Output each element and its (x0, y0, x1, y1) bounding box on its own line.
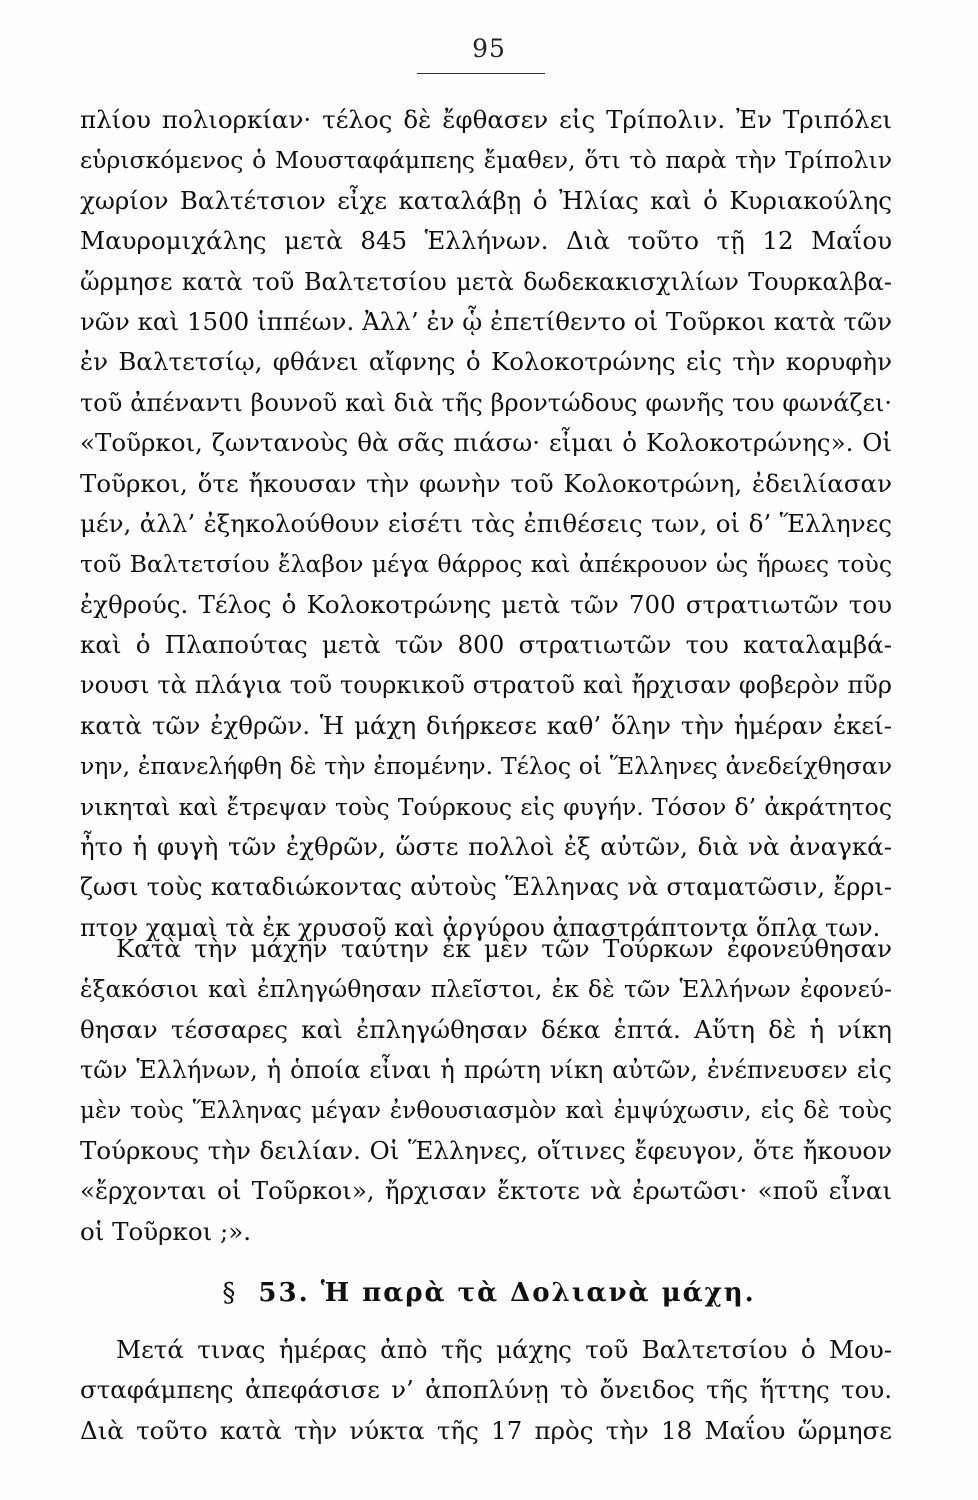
text-line: Τούρκους τὴν δειλίαν. Οἱ Ἕλληνες, οἵτινες ἔφευγον, ὅτε ἤκουον (80, 1135, 892, 1165)
text-line: πλίου πολιορκίαν· τέλος δὲ ἔφθασεν εἰς Τρίπολιν. Ἐν Τριπόλει (80, 105, 892, 134)
page-number: 95 (472, 34, 506, 63)
text-line: μέν, ἀλλ’ ἐξηκολούθουν εἰσέτι τὰς ἐπιθέσεις των, οἱ δ’ Ἕλληνες (80, 508, 892, 538)
section-heading (0, 1278, 978, 1308)
text-line: τοῦ ἀπέναντι βουνοῦ καὶ διὰ τῆς βροντώδους φωνῆς του φωνάζει· (80, 388, 892, 417)
text-line: Μαυρομιχάλης μετὰ 845 Ἑλλήνων. Διὰ τοῦτο τῇ 12 Μαΐου (80, 226, 892, 256)
text-line: Μετά τινας ἡμέρας ἀπὸ τῆς μάχης τοῦ Βαλτετσίου ὁ Μου- (116, 1335, 892, 1364)
paragraph-2 (80, 929, 892, 1252)
text-line: τῶν Ἑλλήνων, ἡ ὁποία εἶναι ἡ πρώτη νίκη αὐτῶν, ἐνέπνευσεν εἰς (80, 1056, 892, 1085)
section-mark: § (222, 1278, 238, 1308)
text-line: Κατὰ τὴν μάχην ταύτην ἐκ μὲν τῶν Τούρκων ἐφονεύθησαν (116, 934, 892, 963)
text-line: μὲν τοὺς Ἕλληνας μέγαν ἐνθουσιασμὸν καὶ ἐμψύχωσιν, εἰς δὲ τοὺς (80, 1097, 892, 1124)
text-line: ἦτο ἡ φυγὴ τῶν ἐχθρῶν, ὥστε πολλοὶ ἐξ αὐτῶν, διὰ νὰ ἀναγκά- (80, 832, 892, 862)
paragraph-1 (80, 100, 892, 948)
section-title: Ἡ παρὰ τὰ Δολιανὰ μάχη. (320, 1278, 756, 1308)
text-line: καὶ ὁ Πλαπούτας μετὰ τῶν 800 στρατιωτῶν του καταλαμβά- (80, 630, 892, 660)
text-line: ἑξακόσιοι καὶ ἐπληγώθησαν πλεῖστοι, ἐκ δὲ τῶν Ἑλλήνων ἐφονεύ- (80, 975, 892, 1004)
text-line: Τοῦρκοι, ὅτε ἤκουσαν τὴν φωνὴν τοῦ Κολοκοτρώνη, ἐδειλίασαν (80, 468, 892, 498)
text-line: νουσι τὰ πλάγια τοῦ τουρκικοῦ στρατοῦ καὶ ἤρχισαν φοβερὸν πῦρ (80, 671, 892, 700)
text-line: «ἔρχονται οἱ Τοῦρκοι», ἤρχισαν ἔκτοτε νὰ ἐρωτῶσι· «ποῦ εἶναι (80, 1176, 892, 1206)
text-line: θησαν τέσσαρες καὶ ἐπληγώθησαν δέκα ἑπτά. Αὕτη δὲ ἡ νίκη (80, 1014, 892, 1044)
text-line: τοῦ Βαλτετσίου ἔλαβον μέγα θάρρος καὶ ἀπέκρουον ὡς ἥρωες τοὺς (80, 550, 892, 579)
text-line: ἐν Βαλτετσίῳ, φθάνει αἴφνης ὁ Κολοκοτρώνης εἰς τὴν κορυφὴν (80, 347, 892, 377)
header-rule (417, 73, 545, 74)
text-line: κατὰ τῶν ἐχθρῶν. Ἡ μάχη διήρκεσε καθ’ ὅλην τὴν ἡμέραν ἐκεί- (80, 710, 892, 740)
text-line: νην, ἐπανελήφθη δὲ τὴν ἐπομένην. Τέλος οἱ Ἕλληνες ἀνεδείχθησαν (80, 752, 892, 781)
text-line: σταφάμπεης ἀπεφάσισε ν’ ἀποπλύνῃ τὸ ὄνειδος τῆς ἥττης του. (80, 1375, 892, 1405)
text-line: «Τοῦρκοι, ζωντανοὺς θὰ σᾶς πιάσω· εἶμαι ὁ Κολοκοτρώνης». Οἱ (80, 428, 892, 458)
text-line: νῶν καὶ 1500 ἱππέων. Ἀλλ’ ἐν ᾧ ἐπετίθεντο οἱ Τοῦρκοι κατὰ τῶν (80, 306, 892, 336)
text-line: χωρίον Βαλτέτσιον εἶχε καταλάβῃ ὁ Ἠλίας καὶ ὁ Κυριακούλης (80, 185, 892, 215)
text-line: οἱ Τοῦρκοι ;». (80, 1216, 252, 1246)
section-number: 53. (258, 1278, 310, 1308)
text-line: ὥρμησε κατὰ τοῦ Βαλτετσίου μετὰ δωδεκακισχιλίων Τουρκαλβα- (80, 267, 892, 296)
text-line: εὑρισκόμενος ὁ Μουσταφάμπεης ἔμαθεν, ὅτι τὸ παρὰ τὴν Τρίπολιν (80, 146, 892, 175)
paragraph-3 (80, 1330, 892, 1451)
text-line: ἐχθρούς. Τέλος ὁ Κολοκοτρώνης μετὰ τῶν 700 στρατιωτῶν του (80, 589, 892, 619)
text-line: ζωσι τοὺς καταδιώκοντας αὐτοὺς Ἕλληνας νὰ σταματῶσιν, ἔρρι- (80, 873, 892, 902)
text-line: νικηταὶ καὶ ἔτρεψαν τοὺς Τούρκους εἰς φυγήν. Τόσον δ’ ἀκράτητος (80, 792, 892, 821)
text-line: Διὰ τοῦτο κατὰ τὴν νύκτα τῆς 17 πρὸς τὴν 18 Μαΐου ὥρμησε (80, 1415, 892, 1445)
text-line: πτον χαμαὶ τὰ ἐκ χρυσοῦ καὶ ἀργύρου ἀπαστράπτοντα ὅπλα των. (80, 913, 881, 942)
